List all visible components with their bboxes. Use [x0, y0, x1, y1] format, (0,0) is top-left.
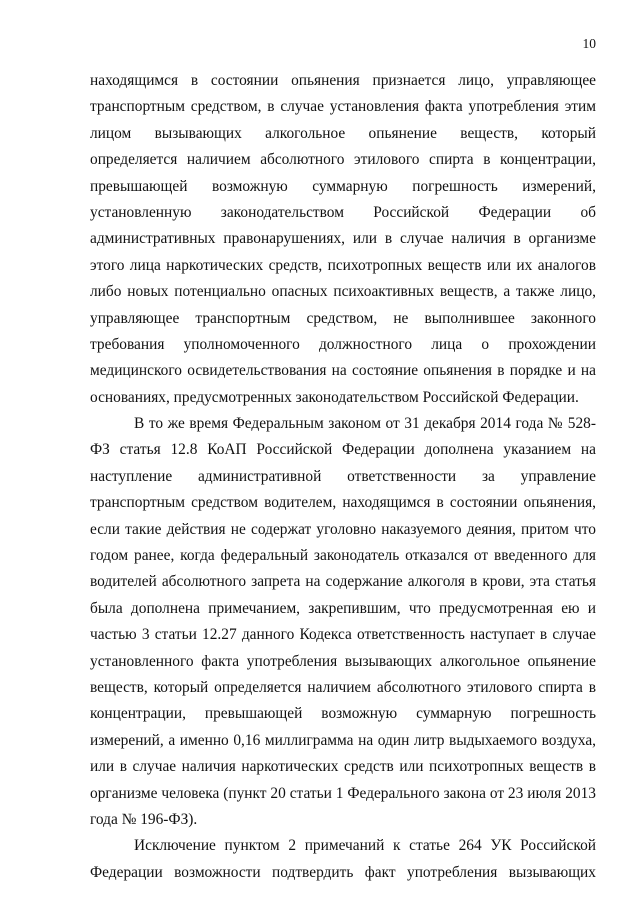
text-line: концентрации, превышающей возможную суммарную погрешность — [90, 705, 596, 723]
text-line: частью 3 статьи 12.27 данного Кодекса ответственность наступает в случае — [90, 626, 596, 644]
body-text — [90, 68, 596, 886]
text-line: организме человека (пункт 20 статьи 1 Федерального закона от 23 июля 2013 — [90, 784, 596, 802]
text-line: основаниях, предусмотренных законодательством Российской Федерации. — [90, 388, 579, 406]
text-line: если такие действия не содержат уголовно наказуемого деяния, притом что — [90, 520, 596, 538]
text-line: лицом вызывающих алкогольное опьянение веществ, который — [90, 124, 596, 142]
text-line: превышающей возможную суммарную погрешность измерений, — [90, 177, 596, 195]
text-line: административных правонарушениях, или в случае наличия в организме — [90, 230, 596, 248]
text-line: требования уполномоченного должностного лица о прохождении — [90, 335, 596, 353]
text-line: транспортным средством, в случае установления факта употребления этим — [90, 98, 596, 116]
text-line: года № 196-ФЗ). — [90, 810, 198, 828]
text-line: годом ранее, когда федеральный законодатель отказался от введенного для — [90, 547, 596, 565]
text-line: была дополнена примечанием, закрепившим, что предусмотренная ею и — [90, 599, 596, 617]
text-line: веществ, который определяется наличием абсолютного этилового спирта в — [90, 678, 596, 696]
text-line: Исключение пунктом 2 примечаний к статье 264 УК Российской — [134, 837, 596, 855]
text-line: ФЗ статья 12.8 КоАП Российской Федерации дополнена указанием на — [90, 441, 596, 459]
text-line: установленную законодательством Российской Федерации об — [90, 203, 596, 221]
text-line: установленного факта употребления вызывающих алкогольное опьянение — [90, 652, 596, 670]
page-number: 10 — [582, 36, 596, 51]
text-line: находящимся в состоянии опьянения признается лицо, управляющее — [90, 72, 596, 89]
text-line: наступление административной ответственности за управление — [90, 467, 596, 485]
text-line: В то же время Федеральным законом от 31 декабря 2014 года № 528- — [134, 415, 596, 433]
text-line: или в случае наличия наркотических средств или психотропных веществ в — [90, 758, 596, 776]
text-line: этого лица наркотических средств, психотропных веществ или их аналогов — [90, 256, 596, 274]
text-line: измерений, а именно 0,16 миллиграмма на один литр выдыхаемого воздуха, — [90, 731, 596, 749]
text-line: транспортным средством водителем, находящимся в состоянии опьянения, — [90, 494, 596, 512]
text-line: определяется наличием абсолютного этилового спирта в концентрации, — [90, 151, 596, 169]
text-line: медицинского освидетельствования на состояние опьянения в порядке и на — [90, 362, 596, 380]
text-line: Федерации возможности подтвердить факт употребления вызывающих — [90, 863, 596, 881]
text-line: управляющее транспортным средством, не выполнившее законного — [90, 309, 596, 327]
text-line: либо новых потенциально опасных психоактивных веществ, а также лицо, — [90, 283, 596, 301]
text-line: водителей абсолютного запрета на содержание алкоголя в крови, эта статья — [90, 573, 596, 591]
